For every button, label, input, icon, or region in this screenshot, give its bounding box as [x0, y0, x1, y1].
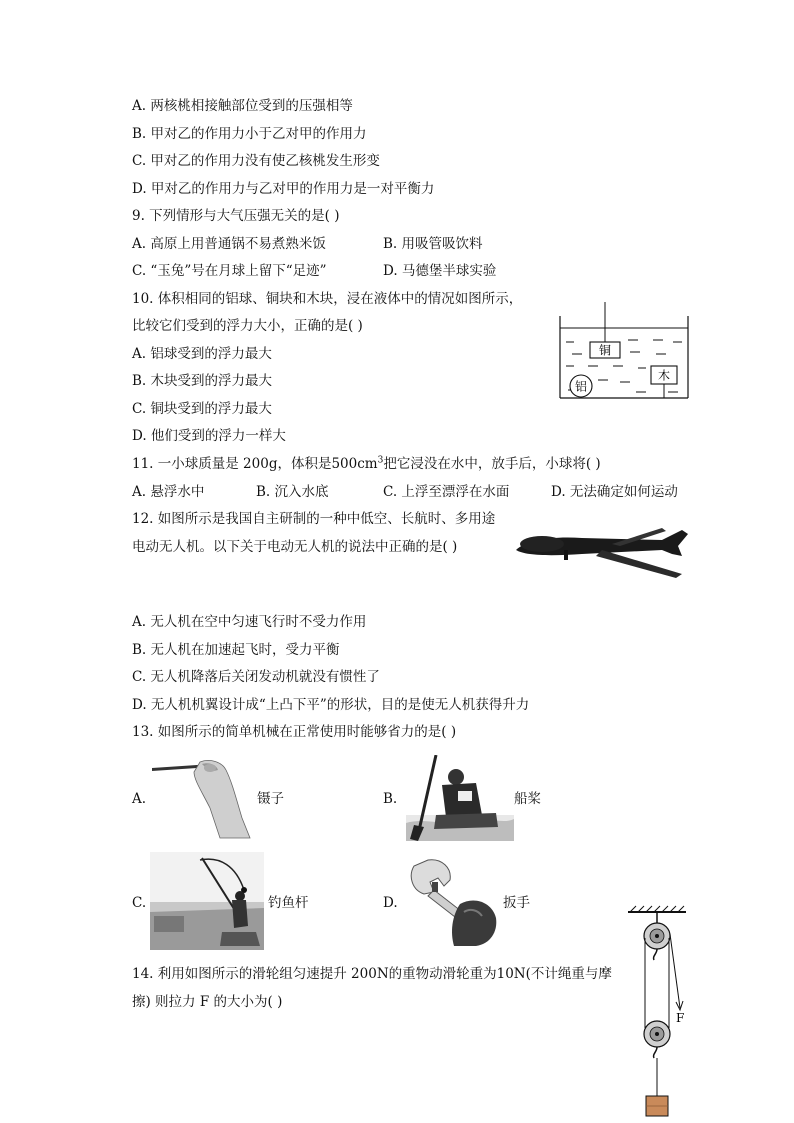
wrench-image: [404, 856, 500, 946]
q8-option-b: B. 甲对乙的作用力小于乙对甲的作用力: [132, 126, 367, 142]
q9-option-d: D. 马德堡半球实验: [383, 263, 497, 279]
q10-stem-line2: 比较它们受到的浮力大小，正确的是( ): [132, 318, 363, 334]
q10-buoyancy-figure: [558, 302, 690, 400]
q13-option-a-letter: A.: [132, 791, 147, 807]
q10-option-b: B. 木块受到的浮力最大: [132, 373, 273, 389]
q11-option-b: B. 沉入水底: [256, 484, 329, 500]
fishing-rod-image: [150, 852, 264, 950]
q12-option-a: A. 无人机在空中匀速飞行时不受力作用: [132, 614, 367, 630]
tweezers-image: [150, 758, 255, 840]
q12-option-d: D. 无人机机翼设计成“上凸下平”的形状，目的是使无人机获得升力: [132, 697, 530, 713]
q13-option-c-letter: C.: [132, 895, 147, 911]
q9-option-c: C. “玉兔”号在月球上留下“足迹”: [132, 263, 327, 279]
paddle-image: [406, 755, 514, 841]
q11-stem-sup: 3: [377, 455, 384, 466]
q9-option-a: A. 高原上用普通锅不易煮熟米饭: [132, 236, 326, 252]
q11-stem-a: 11. 一小球质量是 200g，体积是500cm: [132, 456, 378, 472]
q13-option-a-name: 镊子: [257, 791, 284, 807]
q12-stem-line1: 12. 如图所示是我国自主研制的一种中低空、长航时、多用途: [132, 511, 496, 527]
q11-option-a: A. 悬浮水中: [132, 484, 205, 500]
q8-option-d: D. 甲对乙的作用力与乙对甲的作用力是一对平衡力: [132, 181, 435, 197]
q12-drone-figure: [512, 520, 692, 582]
q10-stem-line1: 10. 体积相同的铝球、铜块和木块，浸在液体中的情况如图所示，: [132, 291, 523, 307]
q11-option-c: C. 上浮至漂浮在水面: [383, 484, 510, 500]
q13-option-c-name: 钓鱼杆: [268, 895, 309, 911]
wood-label: 木: [657, 368, 671, 383]
q11-option-d: D. 无法确定如何运动: [551, 484, 678, 500]
q10-option-a: A. 铝球受到的浮力最大: [132, 346, 272, 362]
q10-option-c: C. 铜块受到的浮力最大: [132, 401, 272, 417]
q13-option-d-name: 扳手: [503, 895, 530, 911]
q11-stem-b: 把它浸没在水中，放手后，小球将( ): [383, 456, 601, 472]
copper-label: 铜: [598, 343, 612, 358]
q12-option-b: B. 无人机在加速起飞时，受力平衡: [132, 642, 340, 658]
q8-option-a: A. 两核桃相接触部位受到的压强相等: [132, 98, 353, 114]
q14-stem-line1: 14. 利用如图所示的滑轮组匀速提升 200N的重物动滑轮重为10N(不计绳重与摩: [132, 966, 612, 982]
q9-option-b: B. 用吸管吸饮料: [383, 236, 483, 252]
q14-pulley-figure: [624, 904, 690, 1120]
q8-option-c: C. 甲对乙的作用力没有使乙核桃发生形变: [132, 153, 380, 169]
aluminum-label: 铝: [574, 379, 588, 394]
q9-stem: 9. 下列情形与大气压强无关的是( ): [132, 208, 340, 224]
q12-option-c: C. 无人机降落后关闭发动机就没有惯性了: [132, 669, 380, 685]
force-label: F: [676, 1011, 685, 1025]
q11-stem: [132, 455, 601, 473]
q13-option-b-name: 船桨: [514, 791, 541, 807]
q13-option-d-letter: D.: [383, 895, 398, 911]
q10-option-d: D. 他们受到的浮力一样大: [132, 428, 286, 444]
q14-stem-line2: 擦) 则拉力 F 的大小为( ): [132, 994, 283, 1010]
q13-option-b-letter: B.: [383, 791, 398, 807]
q12-stem-line2: 电动无人机。以下关于电动无人机的说法中正确的是( ): [132, 539, 458, 555]
q13-stem: 13. 如图所示的简单机械在正常使用时能够省力的是( ): [132, 724, 457, 740]
